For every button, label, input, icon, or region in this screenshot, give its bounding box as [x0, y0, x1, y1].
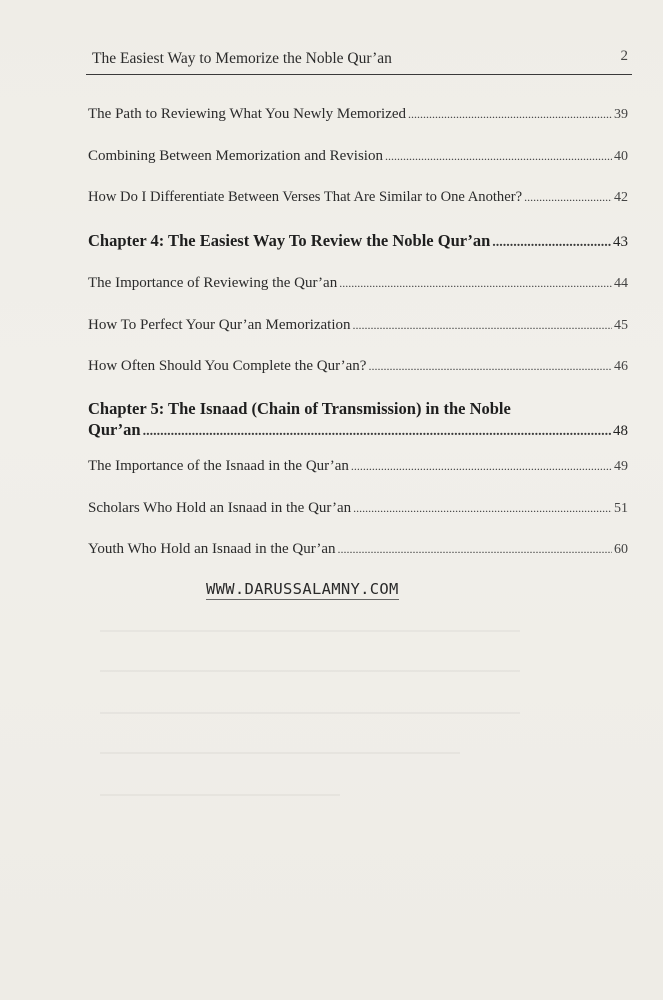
toc-entry-page: 48 [613, 423, 628, 439]
bleed-through-line [100, 712, 520, 714]
toc-entry-label: How Do I Differentiate Between Verses That Are Similar to One Another? [88, 189, 523, 205]
toc-entry-label: The Path to Reviewing What You Newly Memorized [88, 106, 407, 122]
toc-entry-label: How To Perfect Your Qur’an Memorization [88, 317, 351, 333]
leader-dots [351, 459, 612, 474]
toc-entry-page: 51 [614, 501, 628, 516]
toc-entry[interactable] [88, 106, 628, 123]
header-title: The Easiest Way to Memorize the Noble Qur’an [92, 50, 392, 67]
toc-entry-page: 39 [614, 107, 628, 122]
toc-entry-label: The Importance of Reviewing the Qur’an [88, 275, 338, 291]
toc-entry-label: Combining Between Memorization and Revision [88, 148, 383, 164]
toc-entry-page: 60 [614, 542, 628, 557]
toc-entry[interactable] [88, 458, 628, 475]
leader-dots [353, 318, 612, 333]
toc-entry-label: How Often Should You Complete the Qur’an? [88, 358, 367, 374]
toc-chapter-label: Chapter 4: The Easiest Way To Review the Noble Qur’an [88, 231, 491, 250]
bleed-through-line [100, 670, 520, 672]
leader-dots [385, 149, 612, 164]
leader-dots [143, 424, 611, 440]
toc-entry[interactable] [88, 275, 628, 292]
toc-entry[interactable] [88, 148, 628, 165]
leader-dots [337, 542, 612, 557]
toc-entry-label: Youth Who Hold an Isnaad in the Qur’an [88, 541, 336, 557]
leader-dots [339, 276, 612, 291]
toc-entry-label: Scholars Who Hold an Isnaad in the Qur’an [88, 500, 352, 516]
toc-entry-page: 43 [613, 234, 628, 250]
toc-entry-page: 40 [614, 149, 628, 164]
running-header [86, 46, 632, 75]
toc-chapter-entry[interactable] [88, 420, 628, 440]
header-page-number: 2 [620, 48, 628, 64]
toc-entry-page: 42 [614, 190, 628, 205]
bleed-through-line [100, 752, 460, 754]
toc-entry[interactable] [88, 541, 628, 558]
leader-dots [492, 235, 611, 251]
toc-entry[interactable] [88, 189, 628, 206]
toc-entry-page: 46 [614, 359, 628, 374]
leader-dots [353, 501, 612, 516]
toc-entry[interactable] [88, 317, 628, 334]
toc-entry-page: 44 [614, 276, 628, 291]
watermark-url: WWW.DARUSSALAMNY.COM [206, 580, 399, 598]
toc-entry[interactable] [88, 500, 628, 517]
toc-entry[interactable] [88, 358, 628, 375]
leader-dots [368, 359, 612, 374]
leader-dots [524, 190, 612, 205]
toc-entry-label: The Importance of the Isnaad in the Qur’an [88, 458, 349, 474]
bleed-through-line [100, 630, 520, 632]
toc-chapter-label-line2: Qur’an [88, 420, 141, 439]
bleed-through-line [100, 794, 340, 796]
leader-dots [408, 107, 612, 122]
toc-entry-page: 49 [614, 459, 628, 474]
toc-chapter-entry[interactable] [88, 231, 628, 251]
toc-chapter-label-line1[interactable]: Chapter 5: The Isnaad (Chain of Transmission) in the Noble [88, 399, 511, 418]
toc-entry-page: 45 [614, 318, 628, 333]
